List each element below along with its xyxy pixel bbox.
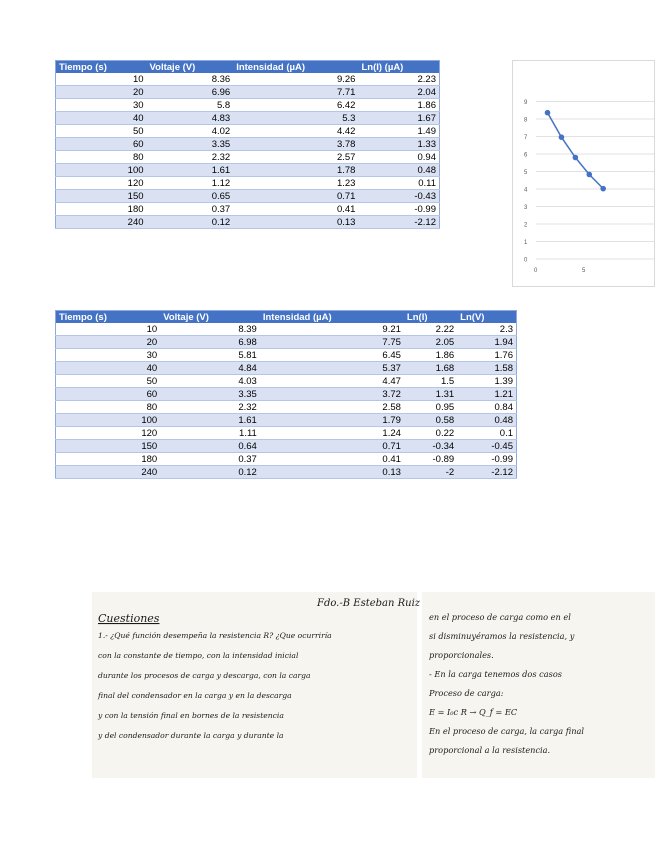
handwritten-line: si disminuyéramos la resistencia, y <box>429 631 575 641</box>
table-cell: 150 <box>56 190 147 203</box>
table-cell: 0.11 <box>358 177 439 190</box>
table-cell: 1.23 <box>233 177 358 190</box>
notes-title: Cuestiones <box>98 612 160 625</box>
handwritten-line: 1.- ¿Qué función desempeña la resistencia R? ¿Que ocurriría <box>98 631 332 640</box>
table-row <box>56 362 517 375</box>
table-cell: 100 <box>56 414 161 427</box>
table-cell: -0.45 <box>457 440 516 453</box>
table-cell: 100 <box>56 164 147 177</box>
table-cell: 0.71 <box>260 440 404 453</box>
table-cell: 60 <box>56 138 147 151</box>
handwritten-line: final del condensador en la carga y en la descarga <box>98 691 292 700</box>
table-cell: 2.23 <box>358 73 439 86</box>
table-cell: 6.96 <box>147 86 234 99</box>
table-cell: 4.47 <box>260 375 404 388</box>
table-cell: 1.11 <box>160 427 260 440</box>
data-point <box>545 110 551 116</box>
table-cell: 1.61 <box>147 164 234 177</box>
y-tick-label: 4 <box>524 187 528 194</box>
handwritten-line: con la constante de tiempo, con la intensidad inicial <box>98 651 299 660</box>
chart-frame <box>513 61 655 287</box>
data-table-2 <box>55 310 517 479</box>
x-tick-label: 0 <box>534 268 538 274</box>
handwritten-notes-photo <box>92 592 655 778</box>
col-header: Tiempo (s) <box>56 311 161 324</box>
y-tick-label: 6 <box>524 152 528 159</box>
table-row <box>56 125 440 138</box>
table-cell: -0.34 <box>404 440 457 453</box>
table-row <box>56 164 440 177</box>
y-tick-label: 8 <box>524 117 528 124</box>
table-row <box>56 336 517 349</box>
table-cell: 8.36 <box>147 73 234 86</box>
table-cell: 0.64 <box>160 440 260 453</box>
data-point <box>586 172 592 178</box>
table-cell: 120 <box>56 427 161 440</box>
table-row <box>56 203 440 216</box>
table-row <box>56 151 440 164</box>
data-point <box>559 134 565 140</box>
page-gap <box>417 592 422 778</box>
data-point <box>573 155 579 161</box>
table-cell: 0.12 <box>147 216 234 229</box>
table-cell: 4.03 <box>160 375 260 388</box>
table-cell: 5.37 <box>260 362 404 375</box>
handwritten-line: y del condensador durante la carga y durante la <box>98 731 284 740</box>
table-cell: 4.83 <box>147 112 234 125</box>
col-header: Voltaje (V) <box>160 311 260 324</box>
table-row <box>56 190 440 203</box>
table-cell: 3.35 <box>160 388 260 401</box>
table-row <box>56 375 517 388</box>
table-row <box>56 440 517 453</box>
table-cell: 0.58 <box>404 414 457 427</box>
table-cell: 40 <box>56 362 161 375</box>
y-tick-label: 0 <box>524 257 528 264</box>
table-row <box>56 453 517 466</box>
table-row <box>56 401 517 414</box>
table-cell: 1.24 <box>260 427 404 440</box>
table-cell: 30 <box>56 349 161 362</box>
table-cell: 0.48 <box>358 164 439 177</box>
col-header: Ln(V) <box>457 311 516 324</box>
col-header: Voltaje (V) <box>147 61 234 74</box>
table-cell: 0.1 <box>457 427 516 440</box>
table-cell: 30 <box>56 99 147 112</box>
table-cell: 60 <box>56 388 161 401</box>
table-cell: 1.86 <box>358 99 439 112</box>
handwritten-line: En el proceso de carga, la carga final <box>429 726 585 736</box>
y-tick-label: 5 <box>524 170 528 176</box>
table-cell: 0.65 <box>147 190 234 203</box>
table-cell: -2.12 <box>358 216 439 229</box>
table-row <box>56 216 440 229</box>
table-row <box>56 466 517 479</box>
table-row <box>56 177 440 190</box>
table-cell: 2.22 <box>404 323 457 336</box>
table-cell: 0.41 <box>233 203 358 216</box>
table-cell: 1.86 <box>404 349 457 362</box>
table-cell: 2.57 <box>233 151 358 164</box>
handwritten-line: proporcionales. <box>429 650 494 660</box>
table-cell: 240 <box>56 216 147 229</box>
data-point <box>600 186 606 192</box>
table-cell: 1.39 <box>457 375 516 388</box>
table-cell: 80 <box>56 151 147 164</box>
table-cell: 6.98 <box>160 336 260 349</box>
table-cell: 180 <box>56 453 161 466</box>
table-header-row <box>56 311 517 324</box>
table-cell: 40 <box>56 112 147 125</box>
table-cell: 0.37 <box>147 203 234 216</box>
table-cell: 2.32 <box>147 151 234 164</box>
handwritten-line: - En la carga tenemos dos casos <box>429 669 562 679</box>
table-cell: 240 <box>56 466 161 479</box>
table-cell: 1.12 <box>147 177 234 190</box>
table-cell: 0.13 <box>260 466 404 479</box>
table-cell: -0.99 <box>358 203 439 216</box>
table-cell: 3.72 <box>260 388 404 401</box>
col-header: Ln(I) (µA) <box>358 61 439 74</box>
handwritten-line: en el proceso de carga como en el <box>429 612 571 622</box>
col-header: Tiempo (s) <box>56 61 147 74</box>
table-cell: 180 <box>56 203 147 216</box>
handwritten-line: y con la tensión final en bornes de la resistencia <box>98 711 284 720</box>
table-cell: 0.71 <box>233 190 358 203</box>
table-row <box>56 388 517 401</box>
table-cell: 1.58 <box>457 362 516 375</box>
table-row <box>56 99 440 112</box>
table-row <box>56 86 440 99</box>
table-cell: 4.84 <box>160 362 260 375</box>
table-cell: 0.41 <box>260 453 404 466</box>
table-cell: 2.04 <box>358 86 439 99</box>
y-tick-label: 1 <box>524 240 528 246</box>
table-cell: 6.42 <box>233 99 358 112</box>
table-cell: 0.48 <box>457 414 516 427</box>
table-cell: 2.58 <box>260 401 404 414</box>
table-cell: 2.05 <box>404 336 457 349</box>
table-cell: 50 <box>56 375 161 388</box>
table-cell: 2.32 <box>160 401 260 414</box>
table-cell: 0.84 <box>457 401 516 414</box>
table-cell: 0.37 <box>160 453 260 466</box>
table-cell: 5.8 <box>147 99 234 112</box>
col-header: Intensidad (µA) <box>233 61 358 74</box>
voltage-chart <box>512 60 655 287</box>
table-cell: 9.21 <box>260 323 404 336</box>
y-tick-label: 3 <box>524 205 528 211</box>
table-cell: -0.43 <box>358 190 439 203</box>
table-cell: 0.95 <box>404 401 457 414</box>
table-cell: 120 <box>56 177 147 190</box>
table-cell: 7.71 <box>233 86 358 99</box>
table-cell: 3.35 <box>147 138 234 151</box>
handwritten-line: Proceso de carga: <box>429 688 504 698</box>
table-cell: 1.49 <box>358 125 439 138</box>
x-tick-label: 5 <box>582 268 586 274</box>
table-row <box>56 414 517 427</box>
table-cell: 10 <box>56 323 161 336</box>
table-cell: 20 <box>56 336 161 349</box>
table-cell: 0.22 <box>404 427 457 440</box>
handwritten-line: durante los procesos de carga y descarga, con la carga <box>98 671 311 680</box>
table-row <box>56 427 517 440</box>
table-cell: -2.12 <box>457 466 516 479</box>
table-cell: 8.39 <box>160 323 260 336</box>
table-cell: 1.21 <box>457 388 516 401</box>
table-cell: 20 <box>56 86 147 99</box>
handwritten-line: proporcional a la resistencia. <box>429 745 551 755</box>
table-cell: -2 <box>404 466 457 479</box>
table-cell: 5.3 <box>233 112 358 125</box>
table-cell: 0.13 <box>233 216 358 229</box>
table-cell: 1.67 <box>358 112 439 125</box>
table-cell: 10 <box>56 73 147 86</box>
table-cell: 4.02 <box>147 125 234 138</box>
table-cell: -0.89 <box>404 453 457 466</box>
table-cell: 7.75 <box>260 336 404 349</box>
table-cell: 1.61 <box>160 414 260 427</box>
table-cell: 1.78 <box>233 164 358 177</box>
table-cell: 1.76 <box>457 349 516 362</box>
table-row <box>56 73 440 86</box>
table-cell: 4.42 <box>233 125 358 138</box>
col-header: Intensidad (µA) <box>260 311 404 324</box>
table-cell: 1.33 <box>358 138 439 151</box>
table-row <box>56 323 517 336</box>
table-cell: 0.12 <box>160 466 260 479</box>
y-tick-label: 9 <box>524 100 528 106</box>
table-cell: 1.5 <box>404 375 457 388</box>
table-cell: 150 <box>56 440 161 453</box>
table-cell: 2.3 <box>457 323 516 336</box>
data-table-1 <box>55 60 440 229</box>
table-cell: 1.79 <box>260 414 404 427</box>
table-header-row <box>56 61 440 74</box>
notes-header: Fdo.-B Esteban Ruiz <box>317 598 421 609</box>
table-cell: 0.94 <box>358 151 439 164</box>
table-row <box>56 138 440 151</box>
table-cell: 6.45 <box>260 349 404 362</box>
table-cell: 9.26 <box>233 73 358 86</box>
table-cell: 1.68 <box>404 362 457 375</box>
y-tick-label: 7 <box>524 135 528 141</box>
table-row <box>56 349 517 362</box>
y-tick-label: 2 <box>524 222 528 229</box>
table-cell: 1.94 <box>457 336 516 349</box>
table-cell: 3.78 <box>233 138 358 151</box>
col-header: Ln(I) <box>404 311 457 324</box>
table-row <box>56 112 440 125</box>
table-cell: 1.31 <box>404 388 457 401</box>
table-cell: 80 <box>56 401 161 414</box>
table-cell: 50 <box>56 125 147 138</box>
table-cell: -0.99 <box>457 453 516 466</box>
table-cell: 5.81 <box>160 349 260 362</box>
handwritten-line: E = I₀c R → Q_f = EC <box>429 707 518 717</box>
